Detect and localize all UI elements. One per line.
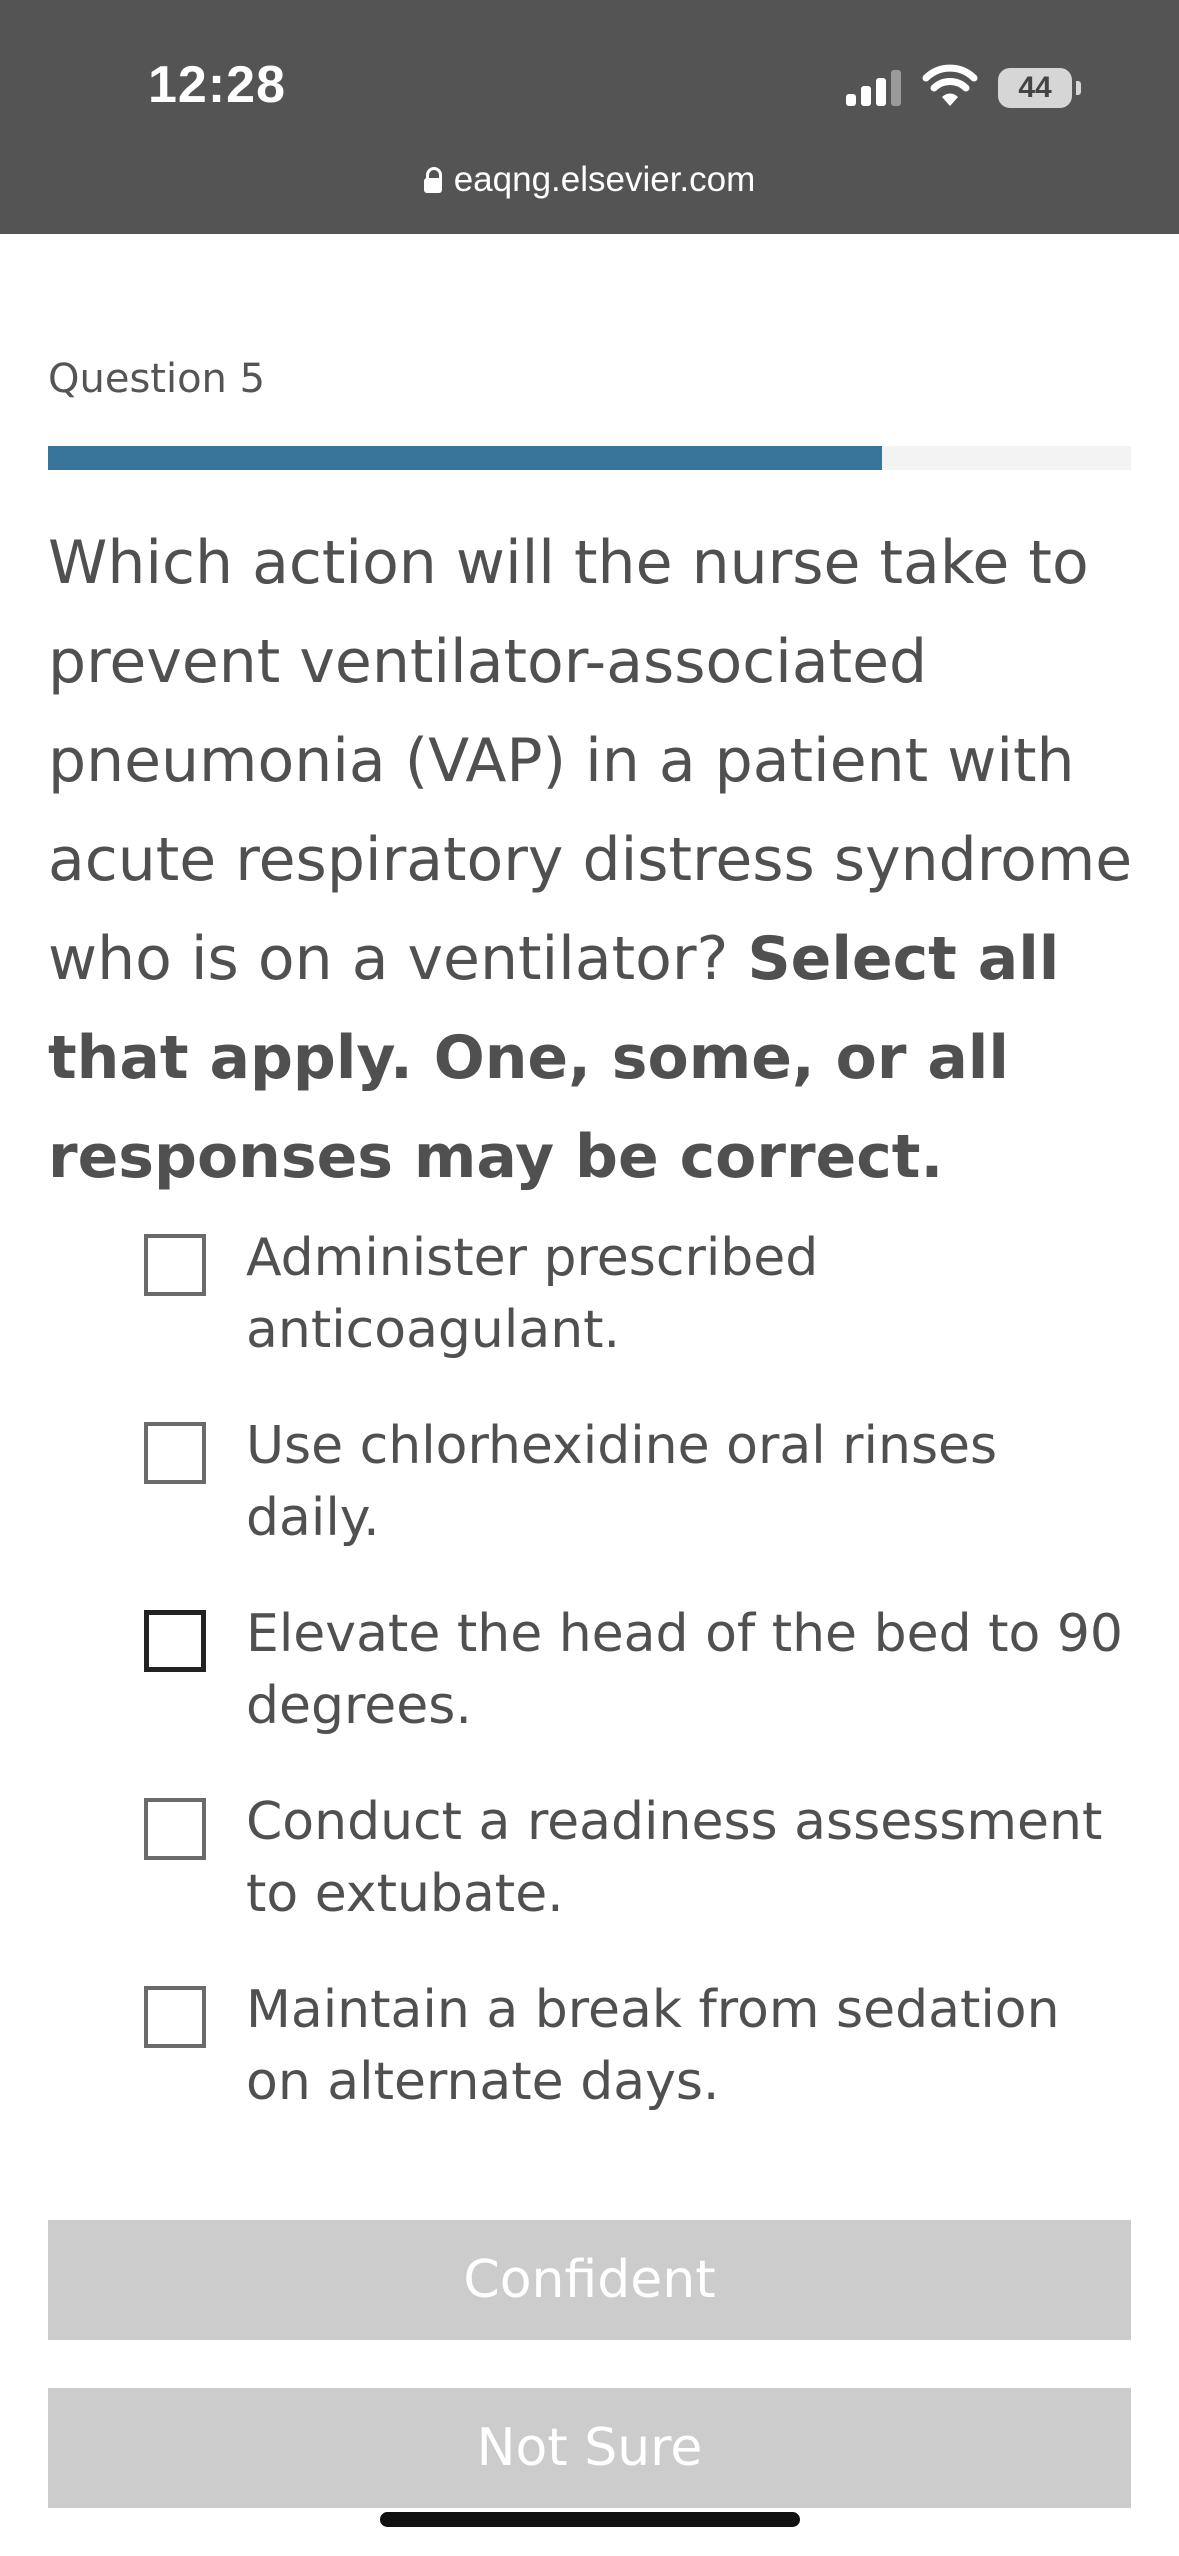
wifi-icon — [922, 64, 978, 108]
answer-label[interactable]: Maintain a break from sedation on alternate days. — [246, 1980, 1060, 2112]
not-sure-button[interactable]: Not Sure — [48, 2388, 1131, 2508]
question-number: Question 5 — [48, 356, 266, 402]
answer-checkbox[interactable] — [144, 1986, 206, 2048]
answer-checkbox[interactable] — [144, 1798, 206, 1860]
quiz-progress-fill — [48, 446, 882, 470]
answer-checkbox[interactable] — [144, 1234, 206, 1296]
answer-option[interactable] — [144, 1974, 1124, 2118]
answer-label[interactable]: Conduct a readiness assessment to extubate. — [246, 1792, 1103, 1924]
home-indicator[interactable] — [380, 2512, 800, 2527]
answer-checkbox[interactable] — [144, 1610, 206, 1672]
answer-label[interactable]: Use chlorhexidine oral rinses daily. — [246, 1416, 998, 1548]
url-bar[interactable] — [0, 160, 1179, 200]
lock-icon — [424, 167, 442, 193]
url-text: eaqng.elsevier.com — [453, 160, 756, 199]
question-text — [48, 514, 1138, 1207]
signal-icon — [846, 70, 902, 106]
answer-option[interactable] — [144, 1786, 1124, 1930]
answer-options — [144, 1222, 1124, 2118]
answer-option[interactable] — [144, 1410, 1124, 1554]
answer-option[interactable] — [144, 1222, 1124, 1366]
battery-level: 44 — [998, 68, 1072, 108]
answer-option[interactable] — [144, 1598, 1124, 1742]
quiz-progress-bar — [48, 446, 1131, 470]
battery-icon — [998, 68, 1082, 108]
answer-label[interactable]: Elevate the head of the bed to 90 degrees. — [246, 1604, 1124, 1736]
status-time: 12:28 — [148, 56, 286, 114]
status-bar — [0, 0, 1179, 234]
answer-checkbox[interactable] — [144, 1422, 206, 1484]
confident-button[interactable]: Confident — [48, 2220, 1131, 2340]
question-instruction: Select all that apply. One, some, or all responses may be correct. — [48, 924, 1060, 1192]
question-stem: Which action will the nurse take to prevent ventilator-associated pneumonia (VAP) in a patient with acute respiratory distress syndrome who is on a ventilator? — [48, 528, 1133, 994]
answer-label[interactable]: Administer prescribed anticoagulant. — [246, 1228, 819, 1360]
